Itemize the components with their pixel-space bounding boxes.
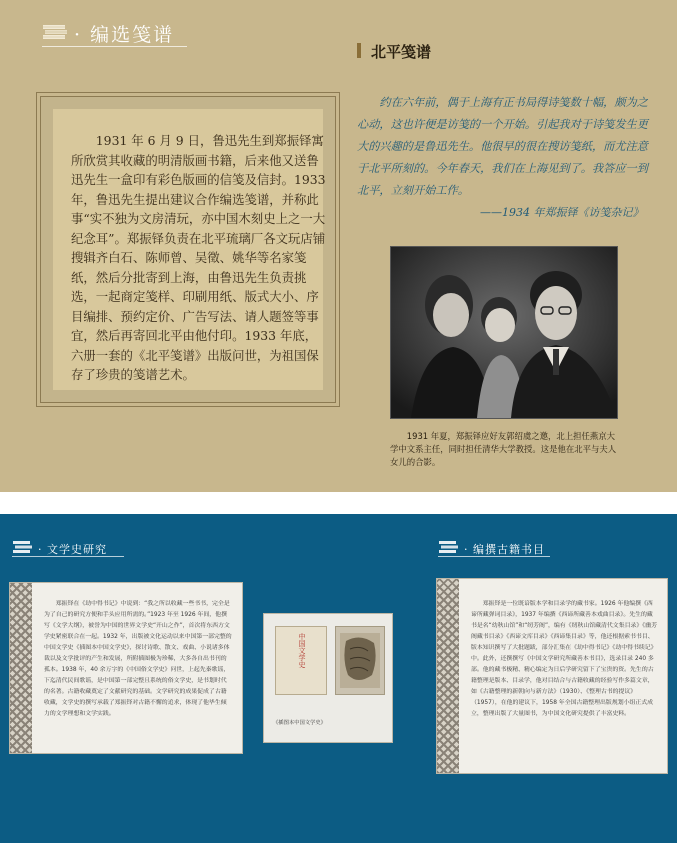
literature-history-card bbox=[9, 582, 243, 754]
quote-text: 约在六年前，偶于上海有正书局得诗笺数十幅，颇为之心动，这也许便是访笺的一个开始。引起我对于诗笺发生更大的兴趣的是鲁迅先生。他很早的很在搜访笺纸，而尤注意于北平所刻的。今年春天，我们在上海见到了。我答应一到北平，立刻开始工作。 bbox=[357, 96, 648, 197]
quote-source: ——1934 年郑振铎《访笺杂记》 bbox=[480, 206, 644, 219]
text-frame bbox=[40, 96, 336, 403]
section-divider bbox=[0, 492, 677, 514]
catalogue-text: 郑振铎是一位既谙版本学和目录学的藏书家。1926 年他编撰《西谛所藏弹词目录》，1937 年编撰《西谛所藏善本戏曲目录》。先生的藏书是名“幼秋山馆”和“纫芳阁”，编有《纫秋山馆藏清代文集目录》《幽芳阁藏书目录》《西谛文库目录》《西谛集目录》等，他还根据索书书目、版本知识撰写了大批题跋，部分汇集在《劫中得书记》《劫中得书续记》中。此外，还撰撰写《中国文学研究所藏善本书目》，选录目录 240 多部。他的藏书极精、精心编定为日后学研究留下了宝贵的资。先生的古籍整理是版本、目录学，他对目结合与古籍收藏的经验写作多篇文章，如《古籍整理的新朝向与新方法》（1930）、《整理古书的提议》（1957），在他的建议下，1958 年全国古籍整理出版规划小组正式成立，整理出版了大量图书，为中国文化研究提供了丰富史料。 bbox=[471, 601, 657, 717]
heading-underline bbox=[438, 556, 550, 557]
book-cover bbox=[275, 626, 327, 695]
main-text: 1931 年 6 月 9 日，鲁迅先生到郑振铎寓所欣赏其收藏的明清版画书籍，后来他又送鲁迅先生一盒印有彩色版画的信笺及信封。1933 年，鲁迅先生提出建议合作编选笺谱，并称此事“实不独为文房清玩，亦中国木刻史上之一大纪念耳”。郑振铎负责在北平琉璃厂各文玩店铺搜辑齐白石、陈师曾、吴徵、姚华等名家笺纸，然后分批寄到上海，由鲁迅先生负责挑选，一起商定笺样、印刷用纸、版式大小、序目编排、预约定价、广告写法、请人题签等事宜，然后再寄回北平由他付印。1933 年底，六册一套的《北平笺谱》出版问世，为祖国保存了珍贵的笺谱艺术。 bbox=[71, 133, 326, 382]
right-title: 北平笺谱 bbox=[371, 43, 432, 61]
decorative-border bbox=[437, 579, 459, 773]
top-section-title: · 编选笺谱 bbox=[74, 24, 175, 46]
book-cover-title: 中国文学史 bbox=[298, 633, 306, 668]
decorative-border bbox=[10, 583, 32, 753]
text-frame-inner bbox=[53, 109, 326, 390]
book-image-card bbox=[263, 613, 393, 743]
bottom-left-title: · 文学史研究 bbox=[38, 542, 107, 556]
heading-underline bbox=[42, 46, 187, 47]
book-caption: 《插图本中国文学史》 bbox=[273, 720, 326, 726]
stacked-books-icon bbox=[42, 23, 68, 45]
top-section-heading bbox=[42, 20, 174, 47]
literature-history-text: 郑振铎在《劫中得书记》中说到：“我之所以收藏一些书书，完全是为了自己的研究方便和手头应用所需的。”1923 年至 1926 年间，他撰写《文学大纲》，被誉为中国的世界文学史“开山之作”，首次将东西方文学史紧密联合在一起。1932 年，出版被文化运动以来中国第一部完整的中国文学史《插图本中国文学史》，探讨诗歌、散文、戏曲、小说诸多体裁以及文学批评的产生和发展，所附插图极为珍稀，大多各自出书刊的孤本。1938 年，40 余万字的《中国俗文学史》问世，上起先秦歌谣，下迄清代民间歌谣，是中国第一部完整且系统的俗文学史，是书划时代的名著。古籍收藏奠定了文献研究的基础。文学研究的成果促成了古籍收藏，文学史的撰写承载了郑振铎对古籍不懈的追求，体现了他毕生倾力的文学理想和文学实践。 bbox=[44, 601, 232, 717]
heading-underline bbox=[12, 556, 124, 557]
family-photo bbox=[390, 246, 618, 419]
title-marker bbox=[357, 43, 361, 58]
photo-caption: 1931 年夏，郑振铎应好友郭绍虞之邀，北上担任燕京大学中文系主任，同时担任清华大学教授。这是他在北平与夫人女儿的合影。 bbox=[390, 431, 617, 467]
bottom-right-title: · 编撰古籍书目 bbox=[464, 542, 545, 556]
catalogue-card bbox=[436, 578, 668, 774]
book-page-illustration bbox=[335, 626, 385, 695]
